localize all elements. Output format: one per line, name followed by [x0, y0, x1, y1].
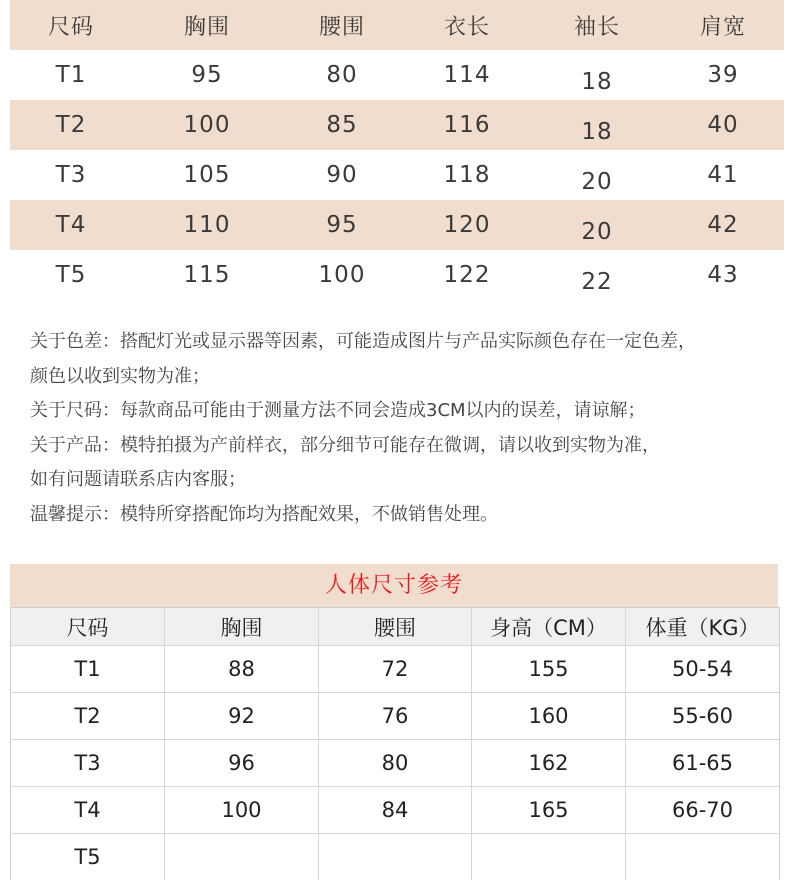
- cell-weight: 66-70: [625, 787, 779, 833]
- table-row: [11, 739, 779, 786]
- cell-sleeve: 18: [581, 69, 613, 95]
- table-row: [11, 645, 779, 692]
- note-size-error: 关于尺码：每款商品可能由于测量方法不同会造成3CM以内的误差，请谅解；: [30, 400, 646, 421]
- cell-length: 120: [443, 212, 491, 238]
- note-contact-service: 如有问题请联系店内客服；: [30, 469, 246, 490]
- cell-chest: 115: [183, 262, 231, 288]
- cell-waist: 100: [318, 262, 366, 288]
- garment-size-table: [10, 0, 784, 300]
- cell-height: [471, 834, 625, 880]
- cell-size: T3: [55, 162, 87, 188]
- cell-waist: 72: [318, 646, 471, 692]
- note-color-difference: 关于色差：搭配灯光或显示器等因素，可能造成图片与产品实际颜色存在一定色差，: [30, 331, 696, 352]
- size-table-header: [10, 0, 784, 50]
- cell-weight: 50-54: [625, 646, 779, 692]
- cell-shoulder: 41: [707, 162, 739, 188]
- cell-waist: 90: [326, 162, 358, 188]
- cell-chest: 100: [164, 787, 318, 833]
- table-row: [11, 786, 779, 833]
- cell-size: T5: [55, 262, 87, 288]
- body-size-title: 人体尺寸参考: [10, 564, 778, 607]
- cell-length: 118: [443, 162, 491, 188]
- cell-waist: 85: [326, 112, 358, 138]
- note-product-sample: 关于产品：模特拍摄为产前样衣，部分细节可能存在微调，请以收到实物为准，: [30, 434, 660, 456]
- product-notes: [30, 325, 770, 532]
- cell-shoulder: 40: [707, 112, 739, 138]
- cell-chest: 105: [183, 162, 231, 188]
- cell-chest: 100: [183, 112, 231, 138]
- cell-sleeve: 22: [581, 269, 613, 295]
- table-row: [11, 692, 779, 739]
- cell-size: T1: [55, 62, 87, 88]
- body-table-header: [11, 607, 779, 645]
- note-styling-tip: 温馨提示：模特所穿搭配饰均为搭配效果，不做销售处理。: [30, 503, 498, 525]
- cell-waist: 76: [318, 693, 471, 739]
- cell-waist: [318, 834, 471, 880]
- cell-size: T4: [55, 212, 87, 238]
- cell-height: 162: [471, 740, 625, 786]
- cell-shoulder: 43: [707, 262, 739, 288]
- cell-size: T2: [74, 704, 101, 728]
- cell-length: 122: [443, 262, 491, 288]
- cell-height: 155: [471, 646, 625, 692]
- table-row: [10, 250, 784, 300]
- cell-chest: 110: [183, 212, 231, 238]
- cell-sleeve: 20: [581, 219, 613, 245]
- cell-chest: 95: [191, 62, 223, 88]
- cell-length: 116: [443, 112, 491, 138]
- header-height: 身高（CM）: [471, 608, 625, 645]
- header-chest: 胸围: [183, 14, 230, 40]
- cell-height: 160: [471, 693, 625, 739]
- table-row: [10, 200, 784, 250]
- header-shoulder: 肩宽: [699, 14, 746, 40]
- cell-weight: 61-65: [625, 740, 779, 786]
- cell-length: 114: [443, 62, 491, 88]
- table-row: [10, 100, 784, 150]
- header-sleeve: 袖长: [573, 14, 620, 40]
- cell-size: T1: [74, 657, 101, 681]
- table-row: [11, 833, 779, 880]
- cell-waist: 80: [318, 740, 471, 786]
- cell-waist: 80: [326, 62, 358, 88]
- table-row: [10, 150, 784, 200]
- table-row: [10, 50, 784, 100]
- header-length: 衣长: [443, 14, 490, 40]
- cell-size: T3: [74, 751, 101, 775]
- cell-shoulder: 39: [707, 62, 739, 88]
- cell-shoulder: 42: [707, 212, 739, 238]
- cell-size: T5: [74, 845, 101, 869]
- header-waist: 腰围: [318, 608, 471, 645]
- cell-waist: 84: [318, 787, 471, 833]
- cell-size: T4: [74, 798, 101, 822]
- header-waist: 腰围: [318, 14, 365, 40]
- cell-sleeve: 20: [581, 169, 613, 195]
- cell-chest: 92: [164, 693, 318, 739]
- header-size: 尺码: [47, 14, 94, 40]
- body-size-table: [10, 607, 780, 880]
- cell-chest: [164, 834, 318, 880]
- note-color-difference-cont: 颜色以收到实物为准；: [30, 365, 210, 387]
- cell-weight: 55-60: [625, 693, 779, 739]
- cell-chest: 88: [164, 646, 318, 692]
- cell-sleeve: 18: [581, 119, 613, 145]
- cell-height: 165: [471, 787, 625, 833]
- cell-waist: 95: [326, 212, 358, 238]
- cell-weight: [625, 834, 779, 880]
- header-size: 尺码: [66, 615, 109, 640]
- header-weight: 体重（KG）: [625, 608, 779, 645]
- cell-chest: 96: [164, 740, 318, 786]
- header-chest: 胸围: [164, 608, 318, 645]
- cell-size: T2: [55, 112, 87, 138]
